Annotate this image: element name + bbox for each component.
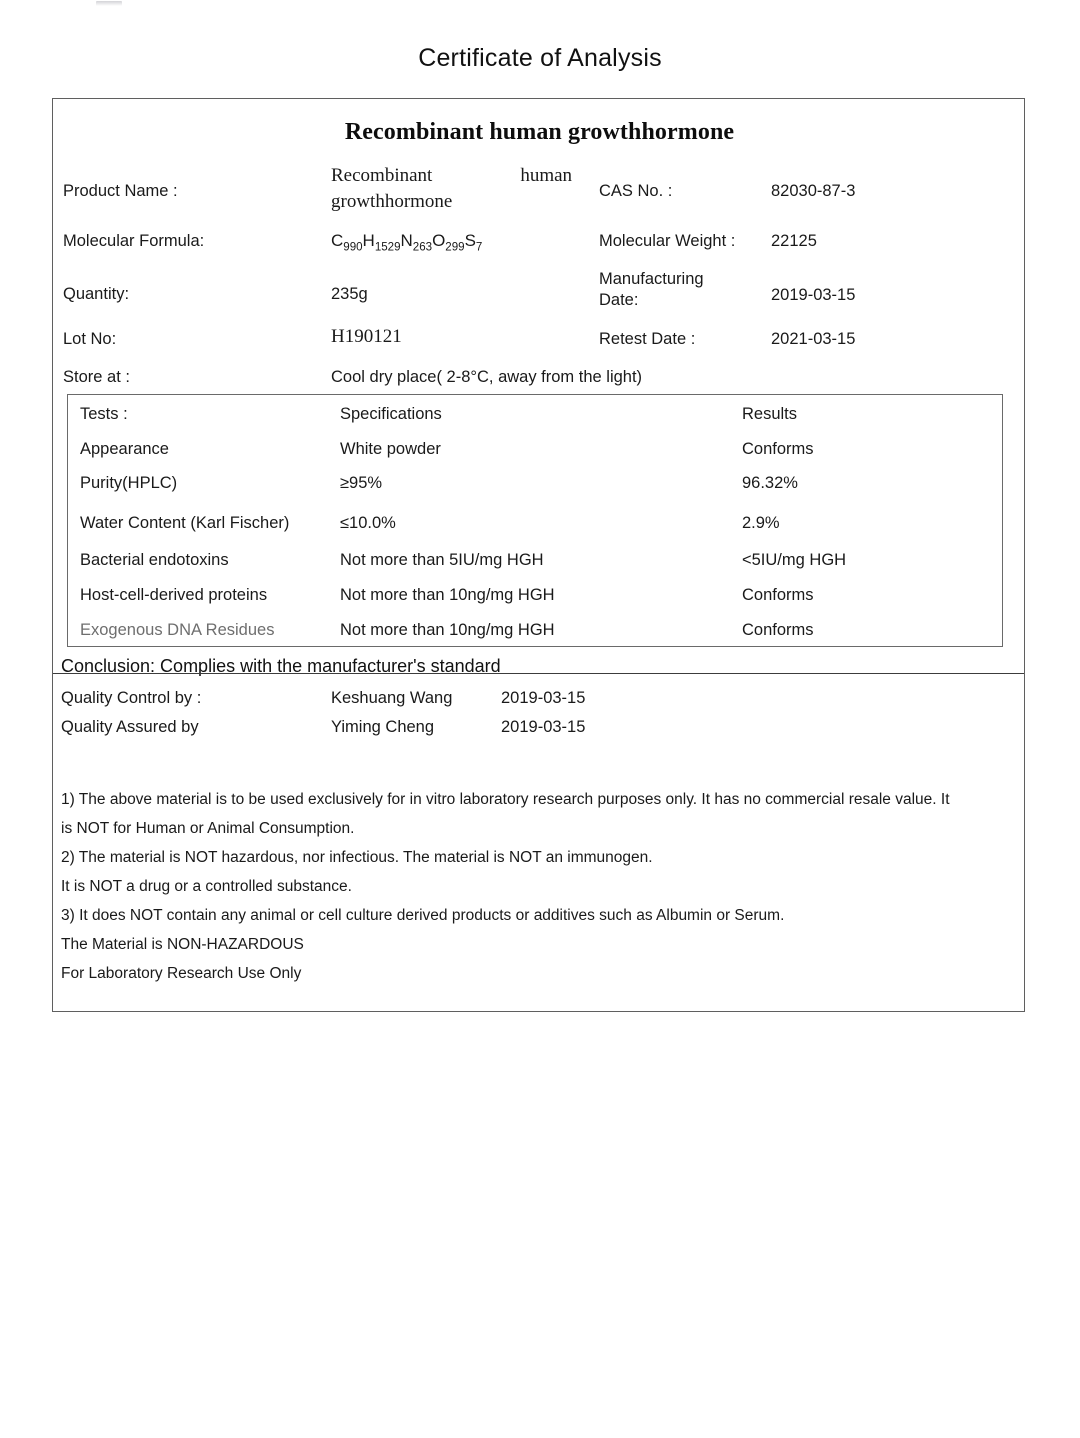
test-specification: ≤10.0% bbox=[340, 514, 396, 532]
info-row-store bbox=[53, 356, 1026, 394]
note-line: 2) The material is NOT hazardous, nor infectious. The material is NOT an immunogen. bbox=[61, 849, 653, 866]
test-result: Conforms bbox=[742, 621, 814, 639]
section-divider bbox=[53, 673, 1024, 674]
table-row bbox=[68, 540, 1002, 575]
store-value: Cool dry place( 2-8°C, away from the light) bbox=[331, 368, 643, 386]
tests-table bbox=[67, 394, 1003, 647]
note-line: It is NOT a drug or a controlled substance. bbox=[61, 878, 352, 895]
table-row bbox=[68, 502, 1002, 540]
test-name: Bacterial endotoxins bbox=[80, 551, 229, 569]
product-name-value bbox=[331, 163, 616, 214]
retest-date-label: Retest Date : bbox=[599, 330, 696, 348]
product-info-grid bbox=[53, 159, 1026, 394]
signature-role: Quality Control by : bbox=[61, 689, 202, 707]
table-row bbox=[68, 431, 1002, 466]
manufacturing-date-value: 2019-03-15 bbox=[771, 286, 856, 304]
info-row-quantity bbox=[53, 266, 1026, 316]
signature-date: 2019-03-15 bbox=[501, 689, 586, 707]
test-specification: White powder bbox=[340, 440, 441, 458]
table-row bbox=[68, 466, 1002, 502]
info-row-lot bbox=[53, 316, 1026, 356]
store-label: Store at : bbox=[63, 368, 130, 386]
test-specification: Not more than 5IU/mg HGH bbox=[340, 551, 544, 569]
product-heading: Recombinant human growthhormone bbox=[344, 119, 735, 145]
test-result: 2.9% bbox=[742, 514, 780, 532]
product-name-word-2: human bbox=[520, 165, 573, 186]
product-name-label: Product Name : bbox=[63, 182, 178, 200]
lot-label: Lot No: bbox=[63, 330, 117, 348]
signature-role: Quality Assured by bbox=[61, 718, 199, 736]
test-specification: ≥95% bbox=[340, 474, 383, 492]
tests-header-test: Tests : bbox=[80, 405, 128, 423]
product-name-word-1: Recombinant bbox=[331, 165, 433, 186]
signature-name: Yiming Cheng bbox=[331, 718, 435, 736]
retest-date-value: 2021-03-15 bbox=[771, 330, 856, 348]
cas-value: 82030-87-3 bbox=[771, 182, 856, 200]
scan-artifact bbox=[96, 1, 122, 6]
test-result: Conforms bbox=[742, 586, 814, 604]
page-title: Certificate of Analysis bbox=[418, 44, 662, 72]
note-line: 3) It does NOT contain any animal or cell culture derived products or additives such as Albumin or Serum. bbox=[61, 907, 785, 924]
note-line: The Material is NON-HAZARDOUS bbox=[61, 936, 304, 953]
quantity-value: 235g bbox=[331, 285, 368, 303]
molecular-weight-value: 22125 bbox=[771, 232, 817, 250]
test-name: Appearance bbox=[80, 440, 169, 458]
test-name: Host-cell-derived proteins bbox=[80, 586, 268, 604]
note-line: 1) The above material is to be used exclusively for in vitro laboratory research purposes only. It has no commercial resale value. It bbox=[61, 791, 950, 808]
test-name: Exogenous DNA Residues bbox=[80, 621, 275, 639]
molecular-weight-label: Molecular Weight : bbox=[599, 232, 736, 250]
product-name-word-3: growthhormone bbox=[331, 190, 453, 212]
table-row bbox=[68, 575, 1002, 610]
signature-row bbox=[53, 712, 1024, 741]
test-result: 96.32% bbox=[742, 474, 798, 492]
test-name: Purity(HPLC) bbox=[80, 474, 178, 492]
manufacturing-date-label-line2: Date: bbox=[599, 291, 639, 310]
manufacturing-date-label-line1: Manufacturing bbox=[599, 270, 704, 288]
molecular-formula-value: $C_{990}H_{1529}N_{263}O_{299}S_7$ bbox=[331, 231, 483, 254]
quantity-label: Quantity: bbox=[63, 285, 130, 303]
test-name: Water Content (Karl Fischer) bbox=[80, 514, 290, 532]
lot-value: H190121 bbox=[331, 326, 402, 347]
test-specification: Not more than 10ng/mg HGH bbox=[340, 621, 555, 639]
note-line: is NOT for Human or Animal Consumption. bbox=[61, 820, 355, 837]
test-result: <5IU/mg HGH bbox=[742, 551, 847, 569]
note-line: For Laboratory Research Use Only bbox=[61, 965, 302, 982]
test-specification: Not more than 10ng/mg HGH bbox=[340, 586, 555, 604]
signature-row bbox=[53, 683, 1024, 712]
tests-header-row bbox=[68, 395, 1002, 431]
info-row-molecular-formula bbox=[53, 223, 1026, 266]
conclusion-text: Conclusion: Complies with the manufacturer's standard bbox=[61, 656, 501, 676]
certificate-frame bbox=[52, 98, 1025, 1012]
tests-header-result: Results bbox=[742, 405, 798, 423]
info-row-product-name bbox=[53, 159, 1026, 223]
signature-block bbox=[53, 683, 1024, 741]
signature-date: 2019-03-15 bbox=[501, 718, 586, 736]
tests-header-specification: Specifications bbox=[340, 405, 442, 423]
notes-block bbox=[61, 785, 1016, 988]
test-result: Conforms bbox=[742, 440, 814, 458]
signature-name: Keshuang Wang bbox=[331, 689, 453, 707]
cas-label: CAS No. : bbox=[599, 182, 673, 200]
table-row bbox=[68, 610, 1002, 645]
molecular-formula-label: Molecular Formula: bbox=[63, 232, 205, 250]
